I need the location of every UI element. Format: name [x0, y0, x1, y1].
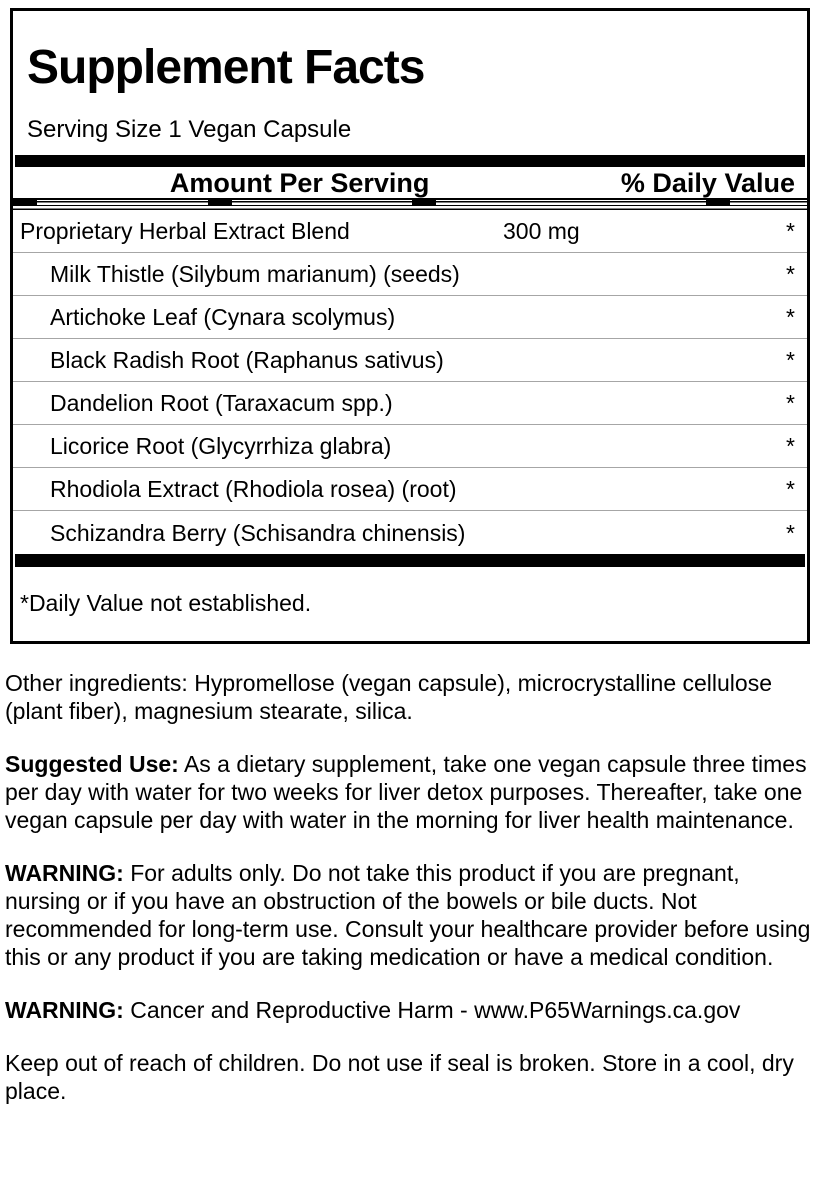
ingredient-daily-value: * [786, 433, 795, 459]
suggested-use-paragraph [5, 750, 815, 834]
ingredient-daily-value: * [786, 218, 795, 244]
warning-label: WARNING: [5, 997, 124, 1023]
prop65-warning-paragraph [5, 996, 815, 1024]
table-row [13, 511, 807, 554]
ingredient-name: Schizandra Berry (Schisandra chinensis) [50, 519, 466, 546]
ingredient-name: Proprietary Herbal Extract Blend [20, 218, 350, 244]
ingredient-daily-value: * [786, 347, 795, 373]
table-row [13, 425, 807, 468]
table-header [13, 167, 807, 200]
ingredient-daily-value: * [786, 261, 795, 287]
separator-tick [208, 199, 232, 205]
warning-paragraph [5, 859, 815, 971]
ingredient-name: Licorice Root (Glycyrrhiza glabra) [50, 433, 392, 459]
table-row [13, 296, 807, 339]
daily-value-footnote: *Daily Value not established. [20, 590, 312, 616]
ingredient-rows [19, 210, 801, 554]
serving-size: Serving Size 1 Vegan Capsule [27, 116, 352, 143]
ingredient-name: Rhodiola Extract (Rhodiola rosea) (root) [50, 476, 457, 502]
table-row [13, 382, 807, 425]
ingredient-daily-value: * [786, 390, 795, 416]
warning-label: WARNING: [5, 860, 124, 886]
supplementary-info [5, 669, 815, 1105]
prop65-warning-text: Cancer and Reproductive Harm - www.P65Warnings.ca.gov [130, 997, 741, 1023]
ingredient-name: Black Radish Root (Raphanus sativus) [50, 347, 444, 373]
suggested-use-text: As a dietary supplement, take one vegan capsule three times per day with water for two weeks for liver detox purposes. Thereafter, take one vegan capsule per day with water in the morning for liver health maintenance. [5, 751, 807, 833]
thick-rule-bottom [15, 554, 805, 567]
separator-tick [13, 199, 37, 205]
ingredient-daily-value: * [786, 476, 795, 502]
other-ingredients-text: Other ingredients: Hypromellose (vegan capsule), microcrystalline cellulose (plant fiber), magnesium stearate, silica. [5, 670, 772, 724]
thick-rule-top [15, 155, 805, 167]
header-separator-rule [13, 201, 807, 210]
col-header-daily-value: % Daily Value [620, 168, 795, 198]
ingredient-name: Dandelion Root (Taraxacum spp.) [50, 390, 393, 416]
col-header-amount-per-serving: Amount Per Serving [169, 168, 430, 198]
separator-tick [706, 199, 730, 205]
table-row [13, 468, 807, 511]
supplement-label-page [0, 8, 820, 1105]
warning-text: For adults only. Do not take this product if you are pregnant, nursing or if you have an obstruction of the bowels or bile ducts. Not recommended for long-term use. Consult your healthcare provider before using this or any product if you are taking medication or have a medical condition. [5, 860, 811, 970]
suggested-use-label: Suggested Use: [5, 751, 179, 777]
ingredient-amount: 300 mg [503, 218, 580, 244]
ingredient-daily-value: * [786, 519, 795, 546]
separator-tick [412, 199, 436, 205]
panel-title: Supplement Facts [27, 41, 425, 94]
table-row [13, 253, 807, 296]
table-row [13, 339, 807, 382]
storage-text: Keep out of reach of children. Do not use if seal is broken. Store in a cool, dry place. [5, 1050, 794, 1104]
storage-paragraph [5, 1049, 815, 1105]
other-ingredients-paragraph [5, 669, 815, 725]
ingredient-name: Milk Thistle (Silybum marianum) (seeds) [50, 261, 460, 287]
table-row [13, 210, 807, 253]
ingredient-name: Artichoke Leaf (Cynara scolymus) [50, 304, 396, 330]
supplement-facts-panel [10, 8, 810, 644]
ingredient-daily-value: * [786, 304, 795, 330]
